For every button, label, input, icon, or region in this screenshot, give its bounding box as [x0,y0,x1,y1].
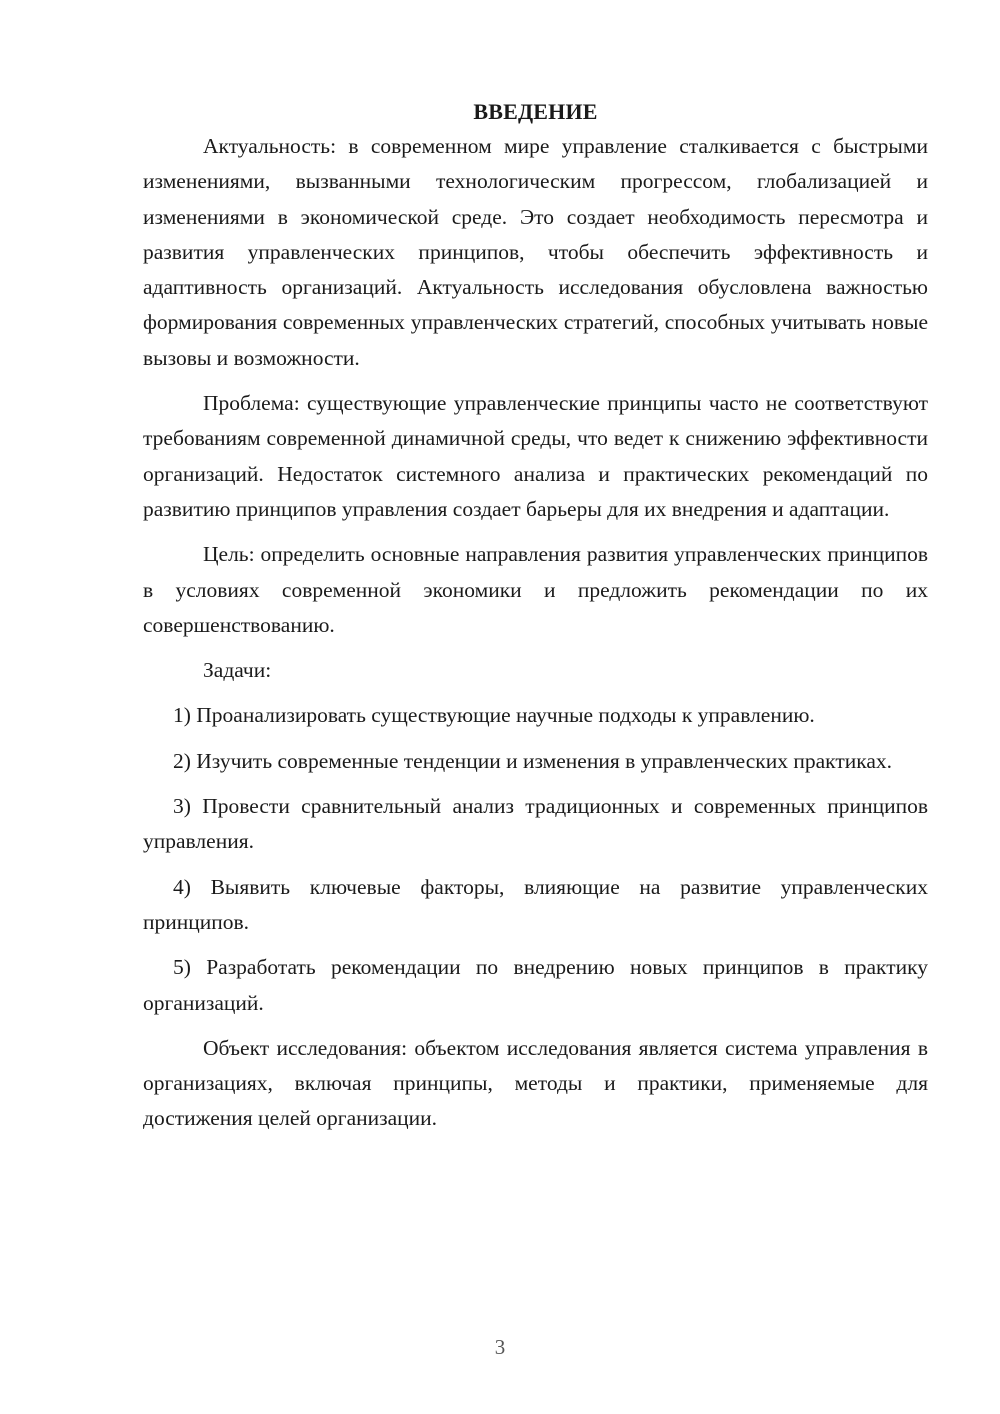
page-number: 3 [494,1335,506,1359]
paragraph-goal: Цель: определить основные направления развития управленческих принципов в условиях современной экономики и предложить рекомендации по их совершенствованию. [143,542,928,637]
paragraph-relevance: Актуальность: в современном мире управление сталкивается с быстрыми изменениями, вызванными технологическим прогрессом, глобализацией и изменениями в экономической среде. Это создает необходимость пересмотра и развития управленческих принципов, чтобы обеспечить эффективность и адаптивность организаций. Актуальность исследования обусловлена важностью формирования современных управленческих стратегий, способных учитывать новые вызовы и возможности. [143,134,928,370]
paragraph-object: Объект исследования: объектом исследования является система управления в организациях, включая принципы, методы и практики, применяемые для достижения целей организации. [143,1035,928,1131]
list-item: 5) Разработать рекомендации по внедрению новых принципов в практику организаций. [143,955,928,1015]
tasks-heading: Задачи: [203,658,272,683]
paragraph-problem: Проблема: существующие управленческие принципы часто не соответствуют требованиям современной динамичной среды, что ведет к снижению эффективности организаций. Недостаток системного анализа и практических рекомендаций по развитию принципов управления создает барьеры для их внедрения и адаптации. [143,391,928,521]
list-item: 2) Изучить современные тенденции и изменения в управленческих практиках. [173,748,893,773]
tasks-list [143,698,928,1020]
list-item: 4) Выявить ключевые факторы, влияющие на развитие управленческих принципов. [143,874,928,934]
list-item: 1) Проанализировать существующие научные подходы к управлению. [173,703,815,728]
page-title: ВВЕДЕНИЕ [473,99,598,124]
document-page [143,94,928,1137]
list-item: 3) Провести сравнительный анализ традиционных и современных принципов управления. [143,794,928,854]
